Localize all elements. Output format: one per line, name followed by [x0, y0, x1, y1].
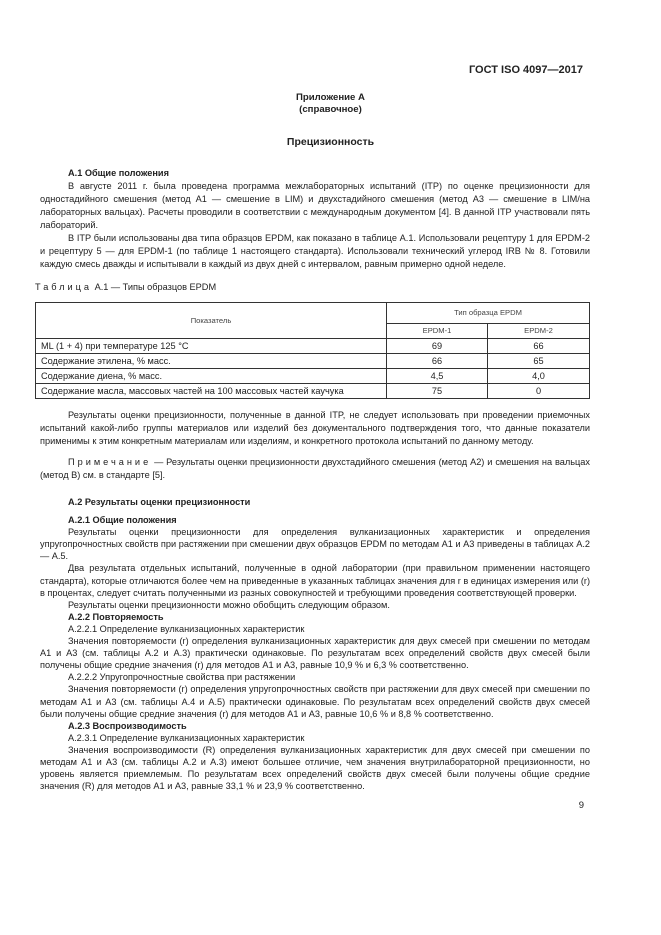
- subsubsection-heading: А.2.2.2 Упругопрочностные свойства при растяжении: [68, 672, 296, 683]
- subsubsection-heading: А.2.2.1 Определение вулканизационных характеристик: [68, 623, 305, 634]
- paragraph: Результаты оценки прецизионности можно обобщить следующим образом.: [68, 599, 390, 610]
- paragraph: Значения воспроизводимости (R) определения вулканизационных характеристик для двух смесей при смешении по методам А1 и А3 (см. таблицы А.2 и А.3) имеют большее отличие, чем значения внутрилабораторной прецизионности, но уровень является приемлемым. По результатам всех определений свойств двух смесей были получены общие средние значения (R) для методов А1 и А3, равные 33,1 % и 23,9 % соответственно.: [40, 744, 590, 792]
- annex-heading: Прецизионность: [286, 136, 375, 148]
- subsubsection-heading: А.2.3.1 Определение вулканизационных характеристик: [68, 732, 305, 743]
- page-number: 9: [578, 800, 584, 812]
- subsection-heading: А.2.1 Общие положения: [68, 515, 177, 526]
- annex-title: Приложение А: [296, 92, 365, 103]
- section-heading: А.1 Общие положения: [68, 168, 169, 178]
- epdm-types-table: [35, 302, 590, 399]
- paragraph: Значения повторяемости (r) определения вулканизационных характеристик для двух смесей при смешении по методам А1 и А3 (см. таблицы А.2 и А.3) практически одинаковые. По результатам всех определений свойств двух смесей были получены общие средние значения (r) для методов А1 и А3, равные 10,9 % и 6,3 % соответственно.: [40, 636, 590, 671]
- table-row: ML (1 + 4) при температуре 125 °C 69 66: [36, 339, 590, 354]
- subsection-heading: А.2.2 Повторяемость: [68, 611, 164, 622]
- table-row: Содержание этилена, % масс. 66 65: [36, 354, 590, 369]
- paragraph: Результаты оценки прецизионности для определения вулканизационных характеристик и определения упругопрочностных свойств при растяжении при смешении двух образцов EPDM по методам А1 и А3 приведены в таблицах А.2 — А.5.: [40, 527, 590, 562]
- table-caption: Таблица А.1 — Типы образцов EPDM: [35, 282, 217, 292]
- paragraph: В ITP были использованы два типа образцов EPDM, как показано в таблице А.1. Использовали рецептуру 1 для EPDM-2 и рецептуру 5 — для EPDM-1 (по таблице 1 настоящего стандарта). Использовали технический углерод IRB № 8. Готовили каждую смесь дважды и испытывали в каждый из двух дней с интервалом, равным примерно одной неделе.: [40, 233, 590, 269]
- note-text: — Результаты оценки прецизионности двухстадийного смешения (метод А2) и смешения на вальцах (метод В) см. в стандарте [5].: [40, 457, 590, 480]
- document-page: [35, 0, 590, 832]
- after-table-paragraph: Результаты оценки прецизионности, полученные в данной ITP, не следует использовать при проведении приемочных испытаний какой-либо группы материалов или изделий без документального подтверждения того, что данные показатели применимы к этим конкретным материалам или изделиям, и конкретного протокола испытаний по данному методу.: [40, 410, 590, 446]
- note-label: Примечание: [68, 457, 152, 467]
- paragraph: Значения повторяемости (r) определения упругопрочностных свойств при растяжении для двух смесей при смешении по методам А1 и А3 (см. таблицы А.4 и А.5) практически одинаковые. По результатам всех определений свойств двух смесей были получены общие средние значения (r) для методов А1 и А3, равные 10,6 % и 8,8 % соответственно.: [40, 684, 590, 719]
- col-header-group: Тип образца EPDM: [387, 303, 590, 324]
- standard-header: ГОСТ ISO 4097—2017: [468, 64, 583, 76]
- section-a2: [40, 496, 590, 792]
- note: [40, 456, 590, 482]
- table-row: Содержание масла, массовых частей на 100 массовых частей каучука 75 0: [36, 384, 590, 399]
- section-heading: А.2 Результаты оценки прецизионности: [68, 497, 251, 507]
- table-row: Содержание диена, % масс. 4,5 4,0: [36, 369, 590, 384]
- subsection-heading: А.2.3 Воспроизводимость: [68, 720, 187, 731]
- annex-subtitle: (справочное): [299, 104, 362, 115]
- col-header-epdm2: EPDM-2: [488, 324, 590, 339]
- section-a1: [40, 167, 590, 271]
- col-header-epdm1: EPDM-1: [387, 324, 488, 339]
- paragraph: В августе 2011 г. была проведена программа межлабораторных испытаний (ITP) по оценке прецизионности для одностадийного смешения (метод А1 — смешение в LIM) и двухстадийного смешения (метод А3 — смешение в LIM/на лабораторных вальцах). Расчеты проводили в соответствии с международным документом [4]. В данной ITP участвовали пять лабораторий.: [40, 181, 590, 230]
- col-header-param: Показатель: [36, 303, 387, 339]
- paragraph: Два результата отдельных испытаний, полученные в одной лаборатории (при правильном применении настоящего стандарта), которые отличаются более чем на приведенные в указанных таблицах значения для r в единицах измерения или (r) в процентах, следует считать полученными из разных совокупностей и требующими проведения соответствующей проверки.: [40, 563, 590, 598]
